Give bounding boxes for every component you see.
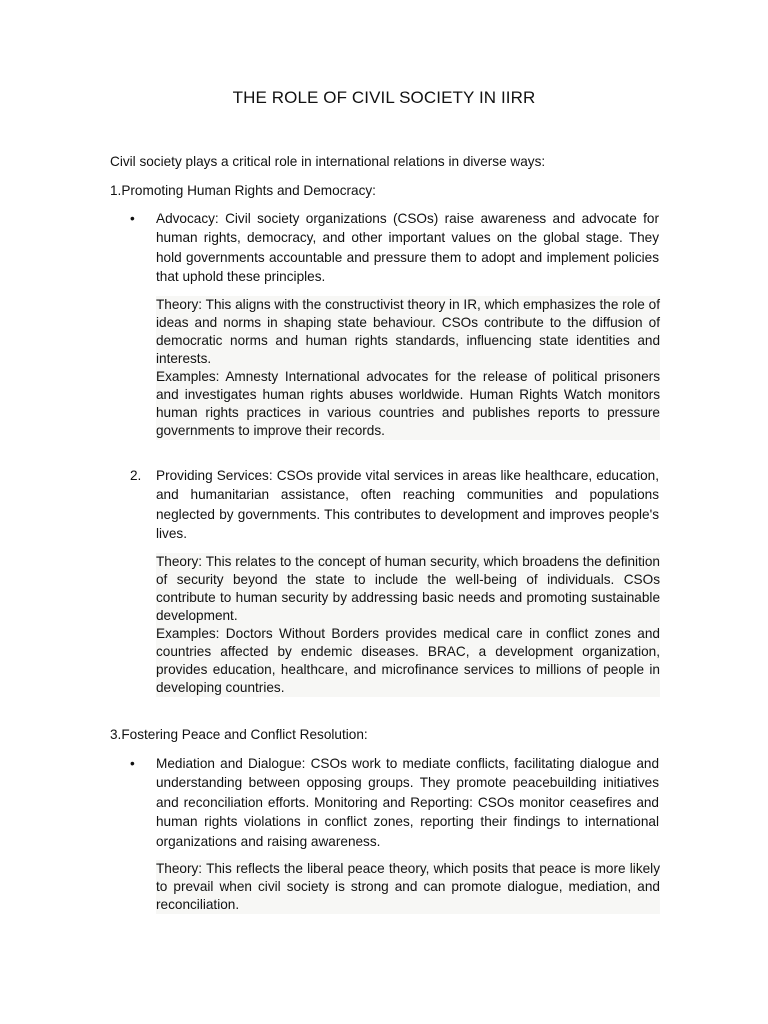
- section-3-theory-box: [156, 860, 660, 914]
- section-1-examples: Examples: Amnesty International advocates for the release of political prisoners and investigates human rights abuses worldwide. Human Rights Watch monitors human rights practices in various countries and publishes reports to pressure governments to improve their records.: [156, 369, 660, 438]
- section-1-theory-box: [156, 296, 660, 440]
- section-3-mediation-text: Mediation and Dialogue: CSOs work to mediate conflicts, facilitating dialogue and understanding between opposing groups. They promote peacebuilding initiatives and reconciliation efforts. Monitoring and Reporting: CSOs monitor ceasefires and human rights violations in conflict zones, reporting their findings to international organizations and raising awareness.: [156, 756, 659, 849]
- section-3-theory: Theory: This reflects the liberal peace theory, which posits that peace is more likely to prevail when civil society is strong and can promote dialogue, mediation, and reconciliation.: [156, 861, 660, 912]
- section-2-examples: Examples: Doctors Without Borders provides medical care in conflict zones and countries affected by endemic diseases. BRAC, a development organization, provides education, healthcare, and microfinance services to millions of people in developing countries.: [156, 626, 660, 695]
- bullet-marker: •: [130, 211, 135, 226]
- intro-paragraph: Civil society plays a critical role in international relations in diverse ways:: [110, 154, 546, 169]
- section-3-heading: 3.Fostering Peace and Conflict Resolution:: [110, 727, 368, 742]
- section-1-advocacy-text: Advocacy: Civil society organizations (CSOs) raise awareness and advocate for human rights, democracy, and other important values on the global stage. They hold governments accountable and pressure them to adopt and implement policies that uphold these principles.: [156, 211, 659, 285]
- section-1-theory: Theory: This aligns with the constructivist theory in IR, which emphasizes the role of ideas and norms in shaping state behaviour. CSOs contribute to the diffusion of democratic norms and human rights standards, influencing state identities and interests.: [156, 297, 660, 366]
- section-1-heading: 1.Promoting Human Rights and Democracy:: [110, 183, 376, 198]
- list-number: 2.: [130, 468, 142, 483]
- document-title: THE ROLE OF CIVIL SOCIETY IN IIRR: [232, 88, 536, 107]
- section-2-theory-box: [156, 553, 660, 697]
- section-2-theory: Theory: This relates to the concept of human security, which broadens the definition of security beyond the state to include the well-being of individuals. CSOs contribute to human security by addressing basic needs and promoting sustainable development.: [156, 554, 660, 623]
- bullet-marker: •: [130, 756, 135, 771]
- section-2-services-text: Providing Services: CSOs provide vital services in areas like healthcare, education, and humanitarian assistance, often reaching communities and populations neglected by governments. This contributes to development and improves people's lives.: [156, 468, 659, 542]
